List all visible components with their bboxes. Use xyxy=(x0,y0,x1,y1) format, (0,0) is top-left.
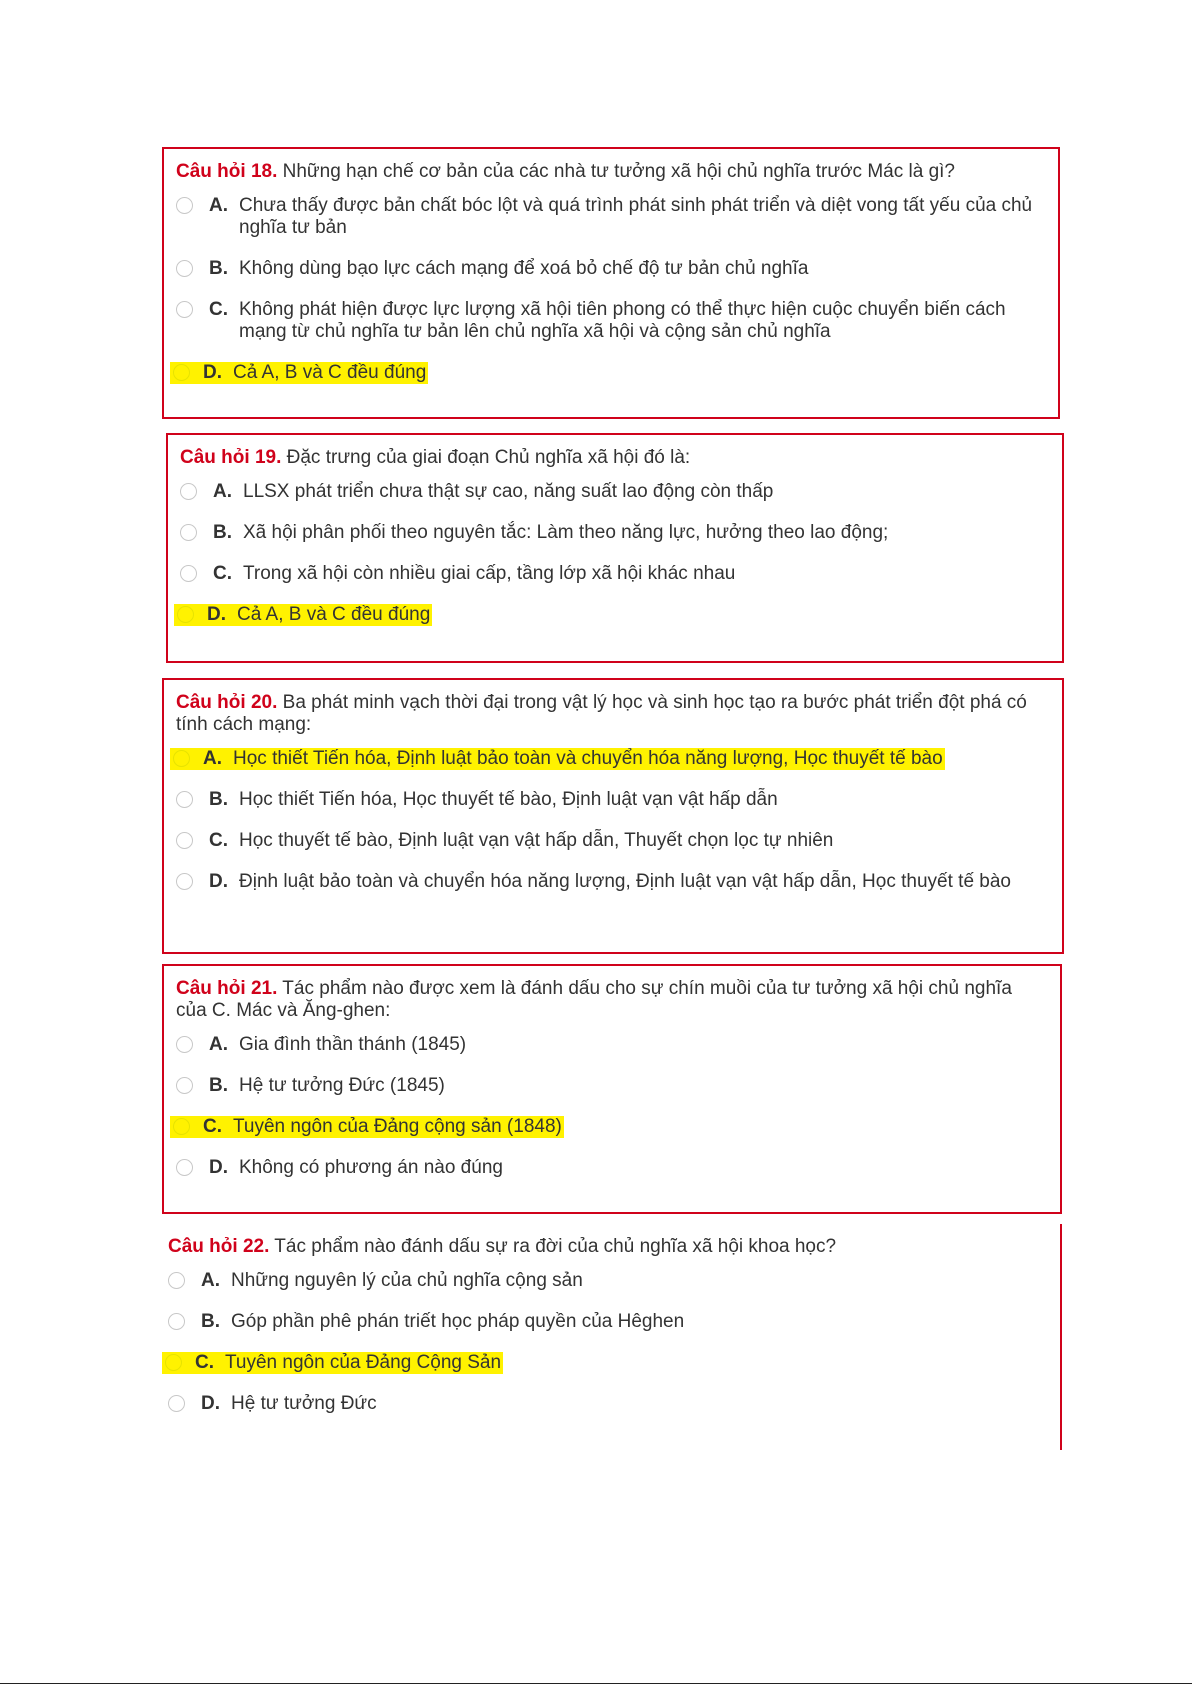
option-letter: B. xyxy=(209,789,228,810)
option-d[interactable] xyxy=(176,1157,1044,1179)
question-text: Tác phẩm nào đánh dấu sự ra đời của chủ nghĩa xã hội khoa học? xyxy=(274,1236,837,1257)
option-letter: D. xyxy=(207,604,226,625)
option-letter: B. xyxy=(209,1075,228,1096)
question-22-card xyxy=(156,1224,1062,1450)
option-text: Định luật bảo toàn và chuyển hóa năng lượng, Định luật vạn vật hấp dẫn, Học thuyết tế bào xyxy=(239,871,1011,892)
question-number: Câu hỏi 18. xyxy=(176,161,278,182)
answer-highlight xyxy=(174,604,432,626)
option-letter: B. xyxy=(201,1311,220,1332)
option-text: Gia đình thần thánh (1845) xyxy=(239,1034,467,1055)
option-letter: A. xyxy=(213,481,232,502)
option-letter: A. xyxy=(203,748,222,769)
radio-button[interactable] xyxy=(180,524,197,541)
radio-button[interactable] xyxy=(173,364,190,381)
radio-button[interactable] xyxy=(176,873,193,890)
radio-button[interactable] xyxy=(168,1313,185,1330)
option-letter: C. xyxy=(195,1352,214,1373)
option-c[interactable] xyxy=(176,299,1042,343)
option-text: Góp phần phê phán triết học pháp quyền của Hêghen xyxy=(231,1311,685,1332)
question-text: Tác phẩm nào được xem là đánh dấu cho sự chín muồi của tư tưởng xã hội chủ nghĩa của C. Mác và Ăng-ghen: xyxy=(176,978,1012,1021)
page-bottom-rule xyxy=(0,1683,1192,1684)
radio-button[interactable] xyxy=(176,791,193,808)
option-text: Không có phương án nào đúng xyxy=(239,1157,503,1178)
radio-button[interactable] xyxy=(176,260,193,277)
option-letter: A. xyxy=(209,1034,228,1055)
option-text: Học thiết Tiến hóa, Định luật bảo toàn và chuyển hóa năng lượng, Học thuyết tế bào xyxy=(233,748,943,769)
option-letter: B. xyxy=(213,522,232,543)
question-title xyxy=(176,161,1042,183)
option-text: Trong xã hội còn nhiều giai cấp, tầng lớp xã hội khác nhau xyxy=(243,563,736,584)
option-b[interactable] xyxy=(176,1075,1044,1097)
option-b[interactable] xyxy=(176,789,1046,811)
option-text: Hệ tư tưởng Đức xyxy=(231,1393,377,1414)
option-b[interactable] xyxy=(168,1311,1044,1333)
option-letter: B. xyxy=(209,258,228,279)
option-text: Học thiết Tiến hóa, Học thuyết tế bào, Định luật vạn vật hấp dẫn xyxy=(239,789,778,810)
option-d-selected[interactable] xyxy=(173,362,1042,384)
radio-button[interactable] xyxy=(173,1118,190,1135)
question-number: Câu hỏi 19. xyxy=(180,447,282,468)
radio-button[interactable] xyxy=(176,301,193,318)
option-text: Những nguyên lý của chủ nghĩa cộng sản xyxy=(231,1270,583,1291)
option-a[interactable] xyxy=(168,1270,1044,1292)
option-c[interactable] xyxy=(180,563,1046,585)
option-letter: A. xyxy=(209,195,228,216)
radio-button[interactable] xyxy=(176,197,193,214)
answer-highlight xyxy=(170,362,428,384)
question-number: Câu hỏi 22. xyxy=(168,1236,270,1257)
option-c-selected[interactable] xyxy=(165,1352,1044,1374)
question-text: Đặc trưng của giai đoạn Chủ nghĩa xã hội đó là: xyxy=(286,447,691,468)
question-18-card xyxy=(162,147,1060,419)
question-text: Những hạn chế cơ bản của các nhà tư tưởng xã hội chủ nghĩa trước Mác là gì? xyxy=(282,161,955,182)
option-text: Hệ tư tưởng Đức (1845) xyxy=(239,1075,445,1096)
option-letter: D. xyxy=(209,1157,228,1178)
option-letter: A. xyxy=(201,1270,220,1291)
option-a[interactable] xyxy=(176,195,1042,239)
option-letter: D. xyxy=(201,1393,220,1414)
option-c[interactable] xyxy=(176,830,1046,852)
radio-button[interactable] xyxy=(180,483,197,500)
option-b[interactable] xyxy=(176,258,1042,280)
question-title xyxy=(176,978,1044,1022)
radio-button[interactable] xyxy=(173,750,190,767)
radio-button[interactable] xyxy=(176,1077,193,1094)
question-title xyxy=(180,447,1046,469)
question-19-card xyxy=(166,433,1064,663)
option-letter: C. xyxy=(203,1116,222,1137)
radio-button[interactable] xyxy=(168,1272,185,1289)
option-letter: C. xyxy=(213,563,232,584)
option-letter: C. xyxy=(209,299,228,320)
option-text: Tuyên ngôn của Đảng cộng sản (1848) xyxy=(233,1116,562,1137)
answer-highlight xyxy=(162,1352,503,1374)
option-text: Học thuyết tế bào, Định luật vạn vật hấp dẫn, Thuyết chọn lọc tự nhiên xyxy=(239,830,834,851)
option-b[interactable] xyxy=(180,522,1046,544)
option-letter: D. xyxy=(209,871,228,892)
question-title xyxy=(176,692,1046,736)
radio-button[interactable] xyxy=(176,1159,193,1176)
option-text: Xã hội phân phối theo nguyên tắc: Làm theo năng lực, hưởng theo lao động; xyxy=(243,522,889,543)
radio-button[interactable] xyxy=(177,606,194,623)
option-d[interactable] xyxy=(168,1393,1044,1415)
option-text: Chưa thấy được bản chất bóc lột và quá trình phát sinh phát triển và diệt vong tất yếu của chủ nghĩa tư bản xyxy=(239,195,1033,238)
answer-highlight xyxy=(170,1116,564,1138)
question-20-card xyxy=(162,678,1064,954)
radio-button[interactable] xyxy=(176,832,193,849)
radio-button[interactable] xyxy=(176,1036,193,1053)
question-title xyxy=(168,1236,1044,1258)
option-a-selected[interactable] xyxy=(173,748,1046,770)
option-text: Không phát hiện được lực lượng xã hội tiên phong có thể thực hiện cuộc chuyển biến cách mạng từ chủ nghĩa tư bản lên chủ nghĩa xã hội và cộng sản chủ nghĩa xyxy=(239,299,1006,342)
radio-button[interactable] xyxy=(180,565,197,582)
question-number: Câu hỏi 21. xyxy=(176,978,278,999)
option-c-selected[interactable] xyxy=(173,1116,1044,1138)
option-text: Không dùng bạo lực cách mạng để xoá bỏ chế độ tư bản chủ nghĩa xyxy=(239,258,809,279)
question-number: Câu hỏi 20. xyxy=(176,692,278,713)
option-text: Cả A, B và C đều đúng xyxy=(233,362,427,383)
option-a[interactable] xyxy=(176,1034,1044,1056)
option-a[interactable] xyxy=(180,481,1046,503)
answer-highlight xyxy=(170,748,945,770)
option-d-selected[interactable] xyxy=(177,604,1046,626)
question-text: Ba phát minh vạch thời đại trong vật lý học và sinh học tạo ra bước phát triển đột phá có tính cách mạng: xyxy=(176,692,1027,735)
question-21-card xyxy=(162,964,1062,1214)
radio-button[interactable] xyxy=(168,1395,185,1412)
option-letter: C. xyxy=(209,830,228,851)
option-text: LLSX phát triển chưa thật sự cao, năng suất lao động còn thấp xyxy=(243,481,774,502)
option-text: Cả A, B và C đều đúng xyxy=(237,604,431,625)
option-text: Tuyên ngôn của Đảng Cộng Sản xyxy=(225,1352,502,1373)
radio-button[interactable] xyxy=(165,1354,182,1371)
option-letter: D. xyxy=(203,362,222,383)
option-d[interactable] xyxy=(176,871,1046,893)
